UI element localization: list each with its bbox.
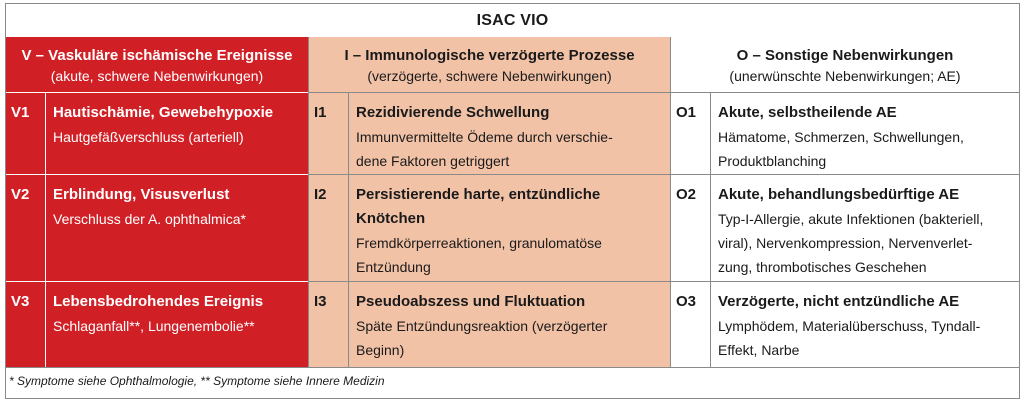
column-header-immunological xyxy=(309,37,670,93)
row-title-line: Persistierende harte, entzündliche xyxy=(356,186,601,203)
row-title: Akute, selbstheilende AE xyxy=(718,104,897,121)
footnote: * Symptome siehe Ophthalmologie, ** Symptome siehe Innere Medizin xyxy=(6,367,1019,398)
row-description-line: Hämatome, Schmerzen, Schwellungen, xyxy=(718,129,964,145)
table-row-v3 xyxy=(6,282,308,367)
row-description-line: Entzündung xyxy=(356,259,431,275)
row-title: Lebensbedrohendes Ereignis xyxy=(53,293,264,310)
row-description-line: Effekt, Narbe xyxy=(718,342,800,358)
column-other xyxy=(670,37,1019,367)
row-description: Schlaganfall**, Lungenembolie** xyxy=(53,318,255,334)
row-cell xyxy=(349,175,670,279)
table-row-o1 xyxy=(671,93,1019,175)
table-row-v2 xyxy=(6,175,308,282)
row-cell xyxy=(711,93,1019,173)
table-row-i3 xyxy=(309,282,670,367)
table-title: ISAC VIO xyxy=(6,4,1019,38)
row-title: Hautischämie, Gewebehypoxie xyxy=(53,104,274,121)
column-header-other xyxy=(671,37,1019,93)
row-description-line: Immunvermittelte Ödeme durch verschie- xyxy=(356,129,613,145)
row-cell xyxy=(711,175,1019,279)
row-cell xyxy=(349,93,670,173)
column-header-vascular xyxy=(6,37,308,93)
column-immunological xyxy=(308,37,670,367)
row-code: O3 xyxy=(671,282,711,367)
row-title-line: Knötchen xyxy=(356,210,426,227)
table-row-o2 xyxy=(671,175,1019,282)
row-code: O2 xyxy=(671,175,711,281)
row-description-line: viral), Nervenkompression, Nervenverlet- xyxy=(718,235,973,251)
table-row-i1 xyxy=(309,93,670,175)
table-row-o3 xyxy=(671,282,1019,367)
table-row-i2 xyxy=(309,175,670,282)
row-code: V1 xyxy=(6,93,46,174)
row-description-line: Späte Entzündungsreaktion (verzögerter xyxy=(356,318,608,334)
row-description-line: zung, thrombotisches Geschehen xyxy=(718,259,927,275)
row-cell xyxy=(46,93,308,149)
table-row-v1 xyxy=(6,93,308,175)
row-code: O1 xyxy=(671,93,711,174)
column-header-title: V – Vaskuläre ischämische Ereignisse xyxy=(21,47,293,64)
row-code: V2 xyxy=(6,175,46,281)
row-description: Verschluss der A. ophthalmica* xyxy=(53,211,246,227)
row-title: Pseudoabszess und Fluktuation xyxy=(356,293,586,310)
column-header-subtitle: (akute, schwere Nebenwirkungen) xyxy=(50,68,264,84)
column-header-subtitle: (verzögerte, schwere Nebenwirkungen) xyxy=(367,68,612,84)
row-description-line: Beginn) xyxy=(356,342,405,358)
column-vascular xyxy=(6,37,308,367)
row-description-line: Fremdkörperreaktionen, granulomatöse xyxy=(356,235,602,251)
row-title: Akute, behandlungsbedürftige AE xyxy=(718,186,960,203)
row-code: I2 xyxy=(309,175,349,281)
row-code: I3 xyxy=(309,282,349,367)
row-title: Erblindung, Visusverlust xyxy=(53,186,230,203)
row-code: V3 xyxy=(6,282,46,367)
row-cell xyxy=(711,282,1019,362)
row-cell xyxy=(46,175,308,231)
row-code: I1 xyxy=(309,93,349,174)
column-header-subtitle: (unerwünschte Nebenwirkungen; AE) xyxy=(729,68,961,84)
row-description: Hautgefäßverschluss (arteriell) xyxy=(53,129,244,145)
row-title: Verzögerte, nicht entzündliche AE xyxy=(718,293,960,310)
row-description-line: Produktblanching xyxy=(718,153,827,169)
row-description-line: Lymphödem, Materialüberschuss, Tyndall- xyxy=(718,318,981,334)
row-cell xyxy=(46,282,308,338)
isac-vio-table xyxy=(5,3,1020,399)
row-description-line: Typ-I-Allergie, akute Infektionen (bakteriell, xyxy=(718,211,984,227)
row-cell xyxy=(349,282,670,362)
row-description-line: dene Faktoren getriggert xyxy=(356,153,510,169)
column-header-title: I – Immunologische verzögerte Prozesse xyxy=(344,47,635,64)
column-header-title: O – Sonstige Nebenwirkungen xyxy=(736,47,954,64)
row-title: Rezidivierende Schwellung xyxy=(356,104,550,121)
